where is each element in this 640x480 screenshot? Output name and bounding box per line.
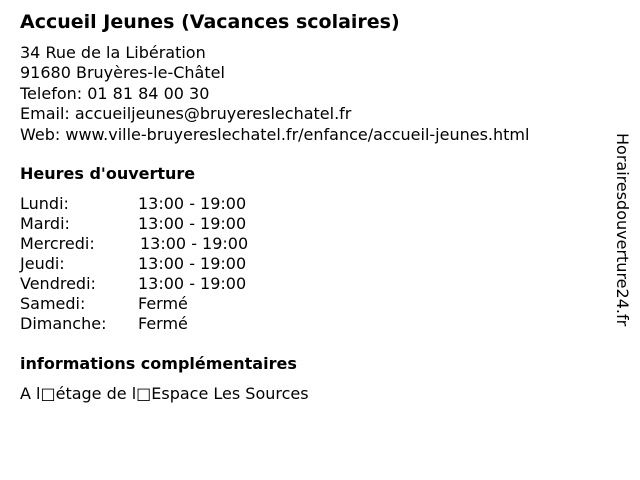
hours-time: 13:00 - 19:00 (138, 254, 247, 273)
hours-day: Jeudi: (20, 254, 65, 273)
hours-day: Mercredi: (20, 234, 95, 253)
hours-time: Fermé (138, 294, 188, 313)
hours-time: 13:00 - 19:00 (138, 214, 247, 233)
hours-day: Lundi: (20, 194, 69, 213)
address-city: 91680 Bruyères-le-Châtel (20, 63, 225, 83)
info-heading: informations complémentaires (20, 354, 297, 373)
address-block (20, 43, 529, 145)
hours-time: 13:00 - 19:00 (138, 194, 247, 213)
hours-day: Dimanche: (20, 314, 107, 333)
hours-day: Vendredi: (20, 274, 96, 293)
page-title: Accueil Jeunes (Vacances scolaires) (20, 11, 400, 33)
email-line: Email: accueiljeunes@bruyereslechatel.fr (20, 104, 352, 124)
side-brand-text: Horairesdouverture24.fr (613, 133, 632, 327)
hours-day: Mardi: (20, 214, 70, 233)
info-text: A l□étage de l□Espace Les Sources (20, 384, 309, 403)
phone-line: Telefon: 01 81 84 00 30 (20, 83, 210, 103)
hours-time: Fermé (138, 314, 188, 333)
web-line: Web: www.ville-bruyereslechatel.fr/enfance/accueil-jeunes.html (20, 124, 530, 144)
hours-day: Samedi: (20, 294, 86, 313)
address-street: 34 Rue de la Libération (20, 43, 206, 62)
hours-heading: Heures d'ouverture (20, 164, 196, 183)
hours-time: 13:00 - 19:00 (138, 274, 247, 293)
hours-time: 13:00 - 19:00 (140, 234, 249, 253)
